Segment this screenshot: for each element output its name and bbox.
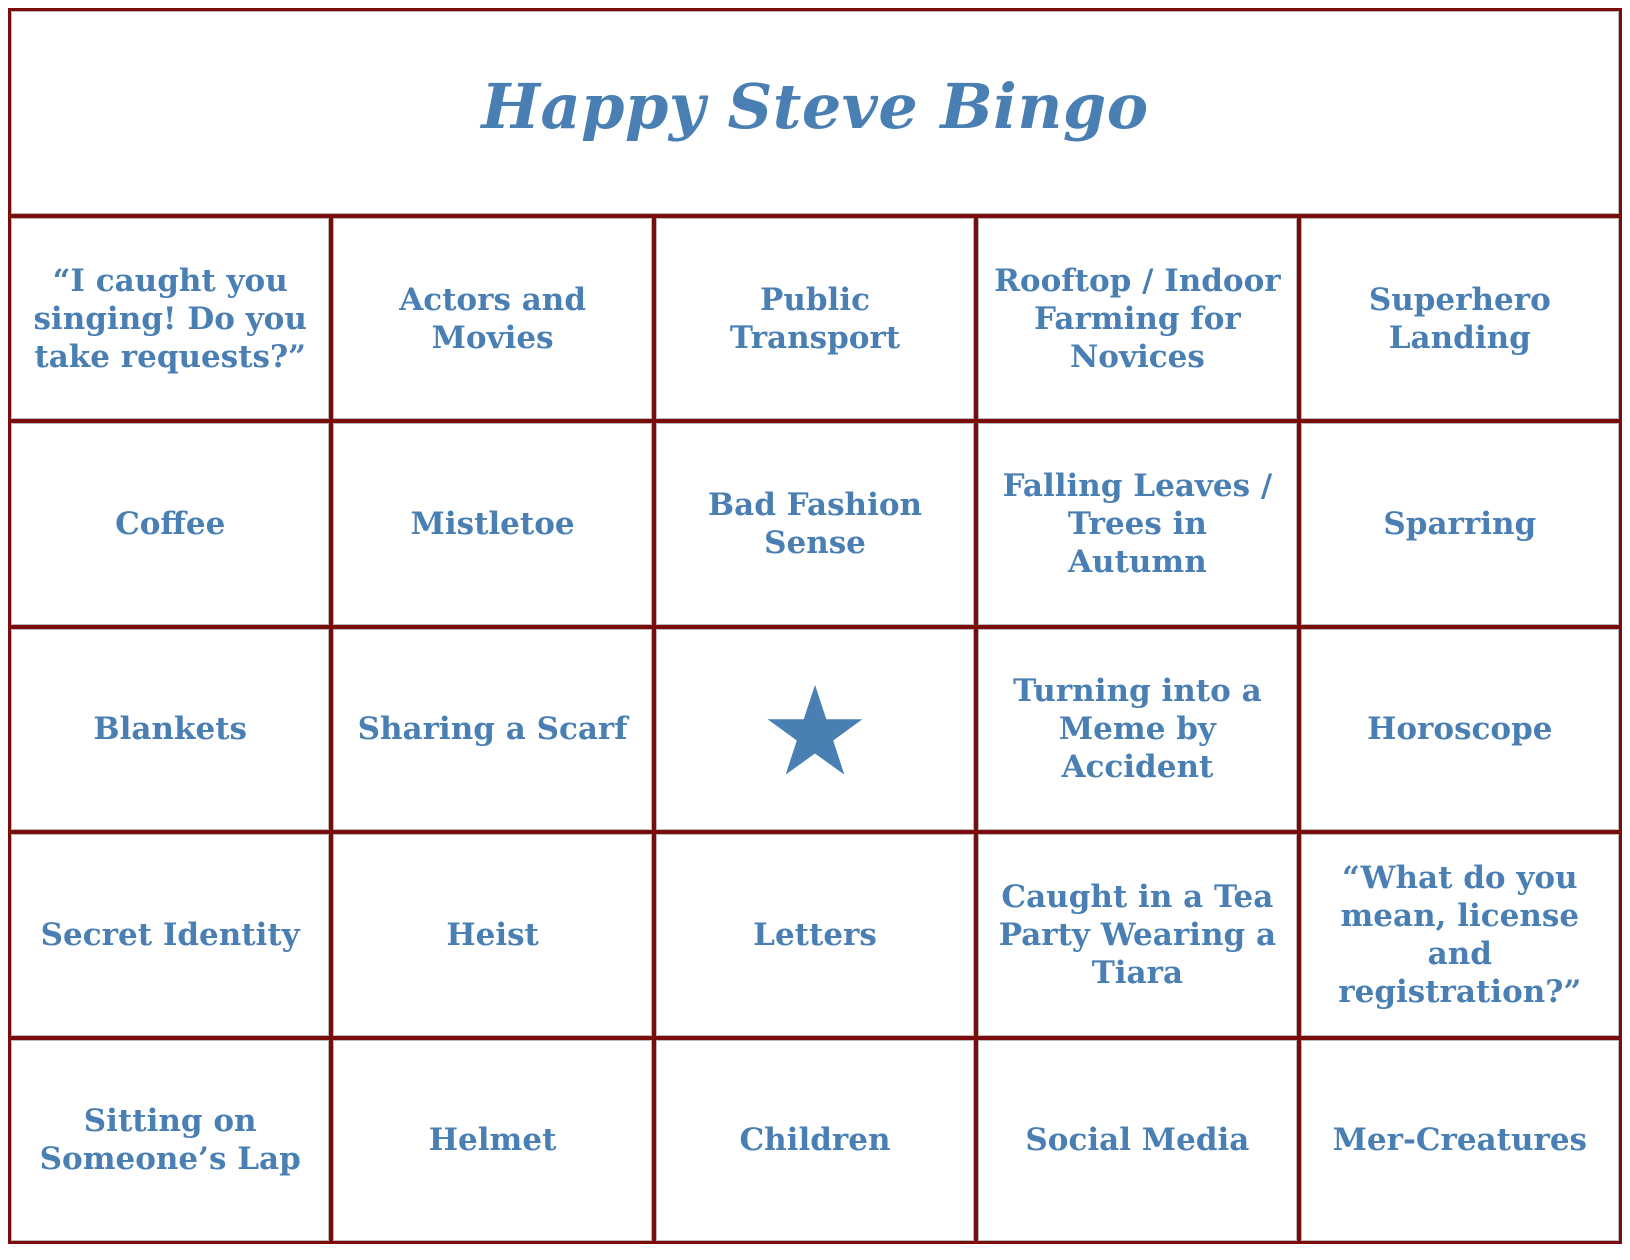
- bingo-cell-label: Turning into a Meme by Accident: [1013, 673, 1262, 786]
- bingo-cell-label: Helmet: [428, 1122, 557, 1159]
- bingo-cell-label: Children: [739, 1122, 891, 1159]
- bingo-cell-r1c1[interactable]: [11, 218, 329, 419]
- bingo-cell-r5c1[interactable]: [11, 1040, 329, 1241]
- bingo-cell-label: Mistletoe: [410, 506, 575, 543]
- bingo-cell-label: Social Media: [1025, 1122, 1250, 1159]
- bingo-cell-label: Secret Identity: [40, 916, 300, 953]
- page-title: Happy Steve Bingo: [481, 70, 1149, 143]
- bingo-cell-r5c2[interactable]: [333, 1040, 651, 1241]
- bingo-cell-label: Superhero Landing: [1368, 281, 1551, 356]
- bingo-cell-label: “I caught you singing! Do you take requests?”: [33, 262, 307, 375]
- bingo-cell-r2c4[interactable]: [978, 423, 1296, 624]
- bingo-cell-label: Horoscope: [1367, 711, 1553, 748]
- bingo-cell-label: Sparring: [1383, 506, 1537, 543]
- bingo-cell-r4c3[interactable]: [656, 834, 974, 1035]
- star-icon: [767, 683, 863, 775]
- bingo-cell-r1c4[interactable]: [978, 218, 1296, 419]
- bingo-cell-label: Letters: [753, 916, 877, 953]
- bingo-cell-r2c3[interactable]: [656, 423, 974, 624]
- bingo-board: [8, 8, 1622, 1244]
- bingo-cell-label: Bad Fashion Sense: [707, 487, 923, 562]
- bingo-cell-label: “What do you mean, license and registration?”: [1338, 859, 1582, 1010]
- bingo-cell-label: Falling Leaves / Trees in Autumn: [1002, 468, 1273, 581]
- bingo-cell-r1c2[interactable]: [333, 218, 651, 419]
- bingo-cell-label: Blankets: [93, 711, 247, 748]
- free-space-cell[interactable]: [656, 629, 974, 830]
- bingo-cell-r3c4[interactable]: [978, 629, 1296, 830]
- bingo-cell-r2c2[interactable]: [333, 423, 651, 624]
- title-cell: [11, 11, 1619, 214]
- bingo-cell-label: Actors and Movies: [399, 281, 586, 356]
- bingo-cell-r5c3[interactable]: [656, 1040, 974, 1241]
- bingo-cell-r5c4[interactable]: [978, 1040, 1296, 1241]
- bingo-cell-label: Sitting on Someone’s Lap: [39, 1103, 301, 1178]
- bingo-cell-r3c2[interactable]: [333, 629, 651, 830]
- bingo-cell-r4c2[interactable]: [333, 834, 651, 1035]
- bingo-cell-r1c3[interactable]: [656, 218, 974, 419]
- bingo-cell-r4c4[interactable]: [978, 834, 1296, 1035]
- bingo-cell-r2c1[interactable]: [11, 423, 329, 624]
- bingo-cell-label: Sharing a Scarf: [357, 711, 628, 748]
- bingo-cell-r4c1[interactable]: [11, 834, 329, 1035]
- bingo-cell-r1c5[interactable]: [1301, 218, 1619, 419]
- bingo-cell-r4c5[interactable]: [1301, 834, 1619, 1035]
- bingo-cell-label: Mer-Creatures: [1332, 1122, 1587, 1159]
- bingo-cell-label: Coffee: [115, 506, 226, 543]
- bingo-grid: [11, 218, 1619, 1241]
- bingo-cell-r3c5[interactable]: [1301, 629, 1619, 830]
- bingo-cell-label: Rooftop / Indoor Farming for Novices: [994, 262, 1281, 375]
- bingo-cell-r2c5[interactable]: [1301, 423, 1619, 624]
- bingo-cell-r5c5[interactable]: [1301, 1040, 1619, 1241]
- bingo-cell-r3c1[interactable]: [11, 629, 329, 830]
- bingo-cell-label: Heist: [446, 916, 539, 953]
- bingo-cell-label: Caught in a Tea Party Wearing a Tiara: [998, 878, 1277, 991]
- bingo-cell-label: Public Transport: [729, 281, 901, 356]
